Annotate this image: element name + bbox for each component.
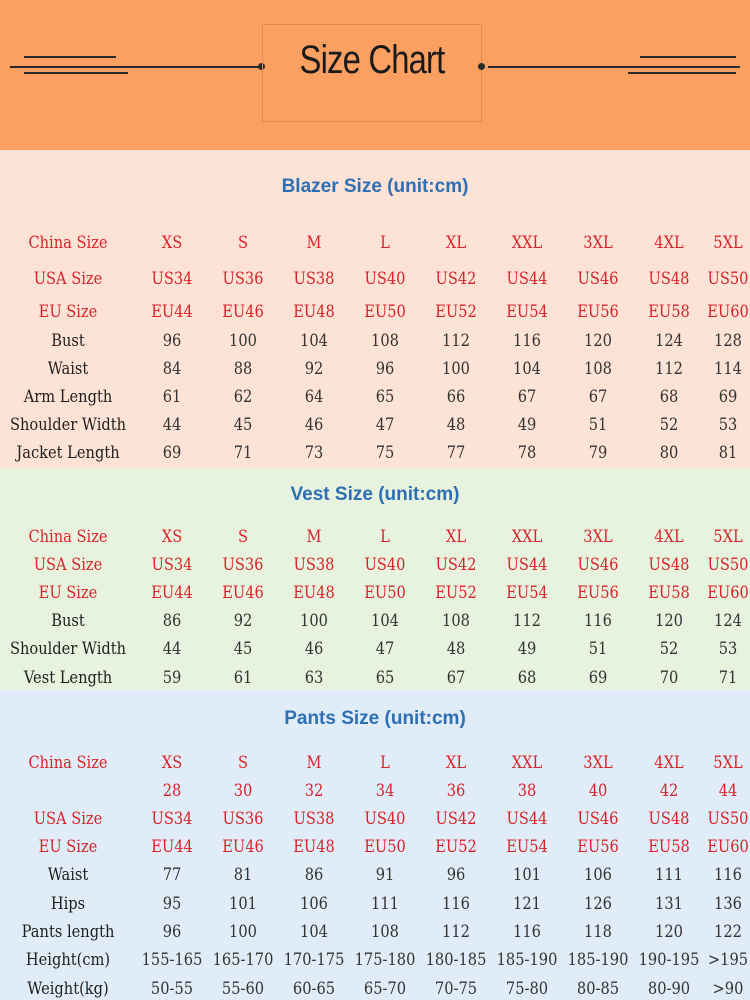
vest-size-cell: XL [445, 527, 467, 547]
pants-size-cell: 44 [718, 781, 738, 801]
pants-size-cell: 131 [655, 894, 683, 914]
pants-size-cell: EU60 [707, 837, 749, 857]
blazer-row-label: USA Size [33, 269, 103, 289]
pants-size-cell: 155-165 [141, 950, 203, 970]
blazer-row-label: EU Size [38, 302, 98, 322]
blazer-size-cell: 46 [304, 415, 324, 435]
vest-size-section [0, 468, 750, 690]
blazer-size-cell: XS [161, 233, 183, 253]
size-chart-header [0, 0, 750, 150]
pants-size-cell: 3XL [583, 753, 613, 773]
pants-size-cell: 108 [371, 922, 399, 942]
header-rule [628, 72, 736, 74]
pants-size-cell: 101 [513, 865, 541, 885]
pants-size-cell: 34 [375, 781, 395, 801]
blazer-size-cell: 120 [584, 331, 612, 351]
pants-size-cell: XS [161, 753, 183, 773]
vest-size-cell: 116 [584, 611, 612, 631]
vest-size-cell: 46 [304, 639, 324, 659]
pants-size-cell: 86 [304, 865, 324, 885]
pants-size-cell: 96 [446, 865, 466, 885]
pants-row-label: China Size [28, 753, 108, 773]
header-rule [488, 66, 740, 68]
pants-size-cell: EU54 [506, 837, 548, 857]
blazer-size-cell: XXL [511, 233, 543, 253]
pants-size-cell: 111 [655, 865, 683, 885]
vest-size-cell: 65 [375, 668, 395, 688]
pants-size-cell: 116 [513, 922, 541, 942]
blazer-size-cell: 69 [718, 387, 738, 407]
vest-row-label: USA Size [33, 555, 103, 575]
vest-size-cell: 92 [233, 611, 253, 631]
vest-size-cell: S [237, 527, 249, 547]
vest-size-cell: US46 [577, 555, 619, 575]
header-rule [10, 66, 260, 68]
vest-size-cell: M [306, 527, 322, 547]
pants-size-section [0, 690, 750, 1000]
vest-size-cell: 59 [162, 668, 182, 688]
blazer-size-cell: 45 [233, 415, 253, 435]
blazer-size-cell: M [306, 233, 322, 253]
vest-size-cell: EU56 [577, 583, 619, 603]
blazer-size-cell: 96 [375, 359, 395, 379]
page-title: Size Chart [299, 38, 445, 82]
pants-size-cell: 116 [714, 865, 742, 885]
pants-size-cell: US48 [648, 809, 690, 829]
blazer-size-cell: 116 [513, 331, 541, 351]
vest-size-cell: L [380, 527, 390, 547]
vest-size-cell: 70 [659, 668, 679, 688]
pants-size-cell: 42 [659, 781, 679, 801]
pants-size-cell: 95 [162, 894, 182, 914]
pants-size-cell: S [237, 753, 249, 773]
blazer-size-cell: 48 [446, 415, 466, 435]
blazer-row-label: Bust [51, 331, 85, 351]
blazer-size-cell: 67 [517, 387, 537, 407]
pants-size-cell: EU48 [293, 837, 335, 857]
pants-size-cell: EU56 [577, 837, 619, 857]
vest-size-cell: EU44 [151, 583, 193, 603]
pants-size-cell: 65-70 [363, 979, 407, 999]
pants-size-cell: 30 [233, 781, 253, 801]
pants-size-cell: 32 [304, 781, 324, 801]
pants-size-cell: XL [445, 753, 467, 773]
blazer-size-cell: US38 [293, 269, 335, 289]
pants-size-cell: 28 [162, 781, 182, 801]
blazer-size-cell: XL [445, 233, 467, 253]
vest-size-cell: US48 [648, 555, 690, 575]
pants-size-cell: 60-65 [292, 979, 336, 999]
vest-size-cell: 124 [714, 611, 742, 631]
pants-size-cell: 180-185 [425, 950, 487, 970]
blazer-row-label: China Size [28, 233, 108, 253]
pants-row-label: EU Size [38, 837, 98, 857]
pants-size-cell: 36 [446, 781, 466, 801]
pants-section-title: Pants Size (unit:cm) [284, 708, 466, 729]
vest-row-label: Shoulder Width [9, 639, 127, 659]
blazer-row-label: Arm Length [23, 387, 113, 407]
vest-row-label: China Size [28, 527, 108, 547]
blazer-size-cell: US46 [577, 269, 619, 289]
blazer-size-cell: 92 [304, 359, 324, 379]
blazer-size-cell: 69 [162, 443, 182, 463]
pants-size-cell: US50 [707, 809, 749, 829]
blazer-size-cell: 62 [233, 387, 253, 407]
blazer-size-cell: 67 [588, 387, 608, 407]
pants-size-cell: 165-170 [212, 950, 274, 970]
blazer-size-cell: 61 [162, 387, 182, 407]
blazer-size-cell: 112 [655, 359, 683, 379]
pants-size-cell: 185-190 [567, 950, 629, 970]
blazer-size-cell: 52 [659, 415, 679, 435]
pants-size-cell: 120 [655, 922, 683, 942]
blazer-size-cell: EU52 [435, 302, 477, 322]
pants-row-label: USA Size [33, 809, 103, 829]
blazer-size-cell: US34 [151, 269, 193, 289]
pants-size-cell: 91 [375, 865, 395, 885]
pants-row-label: Weight(kg) [27, 979, 109, 999]
pants-size-cell: 50-55 [150, 979, 194, 999]
blazer-row-label: Shoulder Width [9, 415, 127, 435]
vest-row-label: Vest Length [23, 668, 113, 688]
blazer-size-cell: 64 [304, 387, 324, 407]
vest-size-cell: EU50 [364, 583, 406, 603]
blazer-size-cell: US36 [222, 269, 264, 289]
vest-row-label: Bust [51, 611, 85, 631]
blazer-size-cell: US50 [707, 269, 749, 289]
pants-size-cell: 38 [517, 781, 537, 801]
pants-size-cell: EU46 [222, 837, 264, 857]
blazer-size-cell: 3XL [583, 233, 613, 253]
pants-size-cell: EU44 [151, 837, 193, 857]
pants-size-cell: EU52 [435, 837, 477, 857]
vest-size-cell: EU54 [506, 583, 548, 603]
vest-row-label: EU Size [38, 583, 98, 603]
vest-size-cell: US34 [151, 555, 193, 575]
blazer-size-cell: 71 [233, 443, 253, 463]
vest-size-cell: 44 [162, 639, 182, 659]
blazer-size-cell: 104 [513, 359, 541, 379]
blazer-size-cell: 124 [655, 331, 683, 351]
vest-size-cell: 112 [513, 611, 541, 631]
blazer-size-cell: 79 [588, 443, 608, 463]
blazer-section-title: Blazer Size (unit:cm) [281, 176, 469, 197]
pants-size-cell: 170-175 [283, 950, 345, 970]
blazer-size-cell: 114 [714, 359, 742, 379]
vest-size-cell: US40 [364, 555, 406, 575]
vest-section-title: Vest Size (unit:cm) [290, 484, 460, 505]
blazer-size-cell: 5XL [713, 233, 743, 253]
pants-size-cell: US42 [435, 809, 477, 829]
blazer-size-cell: 81 [718, 443, 738, 463]
pants-size-cell: 70-75 [434, 979, 478, 999]
pants-size-cell: 80-90 [647, 979, 691, 999]
pants-size-cell: 40 [588, 781, 608, 801]
blazer-size-cell: 51 [588, 415, 608, 435]
vest-size-cell: 100 [300, 611, 328, 631]
vest-size-cell: 45 [233, 639, 253, 659]
vest-size-cell: 4XL [654, 527, 684, 547]
pants-size-cell: 111 [371, 894, 399, 914]
blazer-size-cell: 112 [442, 331, 470, 351]
vest-size-cell: EU58 [648, 583, 690, 603]
pants-size-cell: 104 [300, 922, 328, 942]
pants-size-cell: EU50 [364, 837, 406, 857]
blazer-size-cell: EU60 [707, 302, 749, 322]
header-rule [24, 56, 116, 58]
pants-size-cell: 96 [162, 922, 182, 942]
vest-size-cell: 63 [304, 668, 324, 688]
pants-row-label: Height(cm) [25, 950, 111, 970]
pants-size-cell: 121 [513, 894, 541, 914]
pants-size-cell: XXL [511, 753, 543, 773]
pants-size-cell: 136 [714, 894, 742, 914]
blazer-size-cell: 53 [718, 415, 738, 435]
vest-size-cell: 108 [442, 611, 470, 631]
blazer-size-section [0, 150, 750, 468]
blazer-size-cell: US44 [506, 269, 548, 289]
pants-size-cell: 126 [584, 894, 612, 914]
vest-size-cell: 104 [371, 611, 399, 631]
blazer-size-cell: 47 [375, 415, 395, 435]
pants-size-cell: >90 [712, 979, 744, 999]
vest-size-cell: EU60 [707, 583, 749, 603]
blazer-size-cell: 73 [304, 443, 324, 463]
pants-row-label: Hips [50, 894, 86, 914]
pants-size-cell: 101 [229, 894, 257, 914]
vest-size-cell: 53 [718, 639, 738, 659]
blazer-size-cell: 96 [162, 331, 182, 351]
pants-size-cell: >195 [707, 950, 749, 970]
blazer-size-cell: L [380, 233, 390, 253]
pants-size-cell: 100 [229, 922, 257, 942]
blazer-size-cell: 100 [229, 331, 257, 351]
pants-size-cell: 116 [442, 894, 470, 914]
blazer-size-cell: 49 [517, 415, 537, 435]
vest-size-cell: 86 [162, 611, 182, 631]
blazer-size-cell: 4XL [654, 233, 684, 253]
pants-size-cell: US46 [577, 809, 619, 829]
blazer-size-cell: 84 [162, 359, 182, 379]
blazer-size-cell: EU46 [222, 302, 264, 322]
vest-size-cell: 47 [375, 639, 395, 659]
vest-size-cell: XS [161, 527, 183, 547]
pants-size-cell: 106 [300, 894, 328, 914]
pants-row-label: Pants length [21, 922, 115, 942]
vest-size-cell: 48 [446, 639, 466, 659]
vest-size-cell: XXL [511, 527, 543, 547]
pants-size-cell: US40 [364, 809, 406, 829]
vest-size-cell: 67 [446, 668, 466, 688]
blazer-size-cell: US48 [648, 269, 690, 289]
blazer-size-cell: 108 [371, 331, 399, 351]
vest-size-cell: 49 [517, 639, 537, 659]
pants-size-cell: 4XL [654, 753, 684, 773]
blazer-row-label: Jacket Length [16, 443, 120, 463]
pants-size-cell: L [380, 753, 390, 773]
vest-size-cell: US42 [435, 555, 477, 575]
blazer-size-cell: 44 [162, 415, 182, 435]
vest-size-cell: US50 [707, 555, 749, 575]
blazer-size-cell: EU44 [151, 302, 193, 322]
vest-size-cell: 52 [659, 639, 679, 659]
pants-size-cell: 118 [584, 922, 612, 942]
vest-size-cell: US44 [506, 555, 548, 575]
blazer-size-cell: US42 [435, 269, 477, 289]
vest-size-cell: 51 [588, 639, 608, 659]
pants-size-cell: 5XL [713, 753, 743, 773]
blazer-row-label: Waist [47, 359, 89, 379]
blazer-size-cell: EU54 [506, 302, 548, 322]
vest-size-cell: 5XL [713, 527, 743, 547]
blazer-size-cell: 75 [375, 443, 395, 463]
pants-size-cell: 77 [162, 865, 182, 885]
vest-size-cell: EU46 [222, 583, 264, 603]
blazer-size-cell: EU56 [577, 302, 619, 322]
pants-size-cell: 106 [584, 865, 612, 885]
pants-row-label: Waist [47, 865, 89, 885]
pants-size-cell: US38 [293, 809, 335, 829]
blazer-size-cell: 100 [442, 359, 470, 379]
blazer-size-cell: 68 [659, 387, 679, 407]
vest-size-cell: 120 [655, 611, 683, 631]
blazer-size-cell: 128 [714, 331, 742, 351]
blazer-size-cell: 80 [659, 443, 679, 463]
blazer-size-cell: 88 [233, 359, 253, 379]
pants-size-cell: 122 [714, 922, 742, 942]
vest-size-cell: EU48 [293, 583, 335, 603]
vest-size-cell: US38 [293, 555, 335, 575]
vest-size-cell: 71 [718, 668, 738, 688]
blazer-size-cell: 104 [300, 331, 328, 351]
blazer-size-cell: S [237, 233, 249, 253]
pants-size-cell: 185-190 [496, 950, 558, 970]
vest-size-cell: EU52 [435, 583, 477, 603]
pants-size-cell: M [306, 753, 322, 773]
blazer-size-cell: 108 [584, 359, 612, 379]
vest-size-cell: US36 [222, 555, 264, 575]
header-dot [478, 63, 485, 70]
vest-size-cell: 3XL [583, 527, 613, 547]
vest-size-cell: 61 [233, 668, 253, 688]
blazer-size-cell: EU48 [293, 302, 335, 322]
pants-size-cell: US44 [506, 809, 548, 829]
header-rule [24, 72, 128, 74]
blazer-size-cell: EU50 [364, 302, 406, 322]
vest-size-cell: 69 [588, 668, 608, 688]
blazer-size-cell: 65 [375, 387, 395, 407]
header-rule [640, 56, 736, 58]
pants-size-cell: 80-85 [576, 979, 620, 999]
blazer-size-cell: 77 [446, 443, 466, 463]
vest-size-cell: 68 [517, 668, 537, 688]
pants-size-cell: US34 [151, 809, 193, 829]
blazer-size-cell: EU58 [648, 302, 690, 322]
pants-size-cell: 55-60 [221, 979, 265, 999]
pants-size-cell: US36 [222, 809, 264, 829]
pants-size-cell: EU58 [648, 837, 690, 857]
blazer-size-cell: 66 [446, 387, 466, 407]
pants-size-cell: 112 [442, 922, 470, 942]
pants-size-cell: 190-195 [638, 950, 700, 970]
blazer-size-cell: US40 [364, 269, 406, 289]
blazer-size-cell: 78 [517, 443, 537, 463]
pants-size-cell: 81 [233, 865, 253, 885]
pants-size-cell: 75-80 [505, 979, 549, 999]
pants-size-cell: 175-180 [354, 950, 416, 970]
